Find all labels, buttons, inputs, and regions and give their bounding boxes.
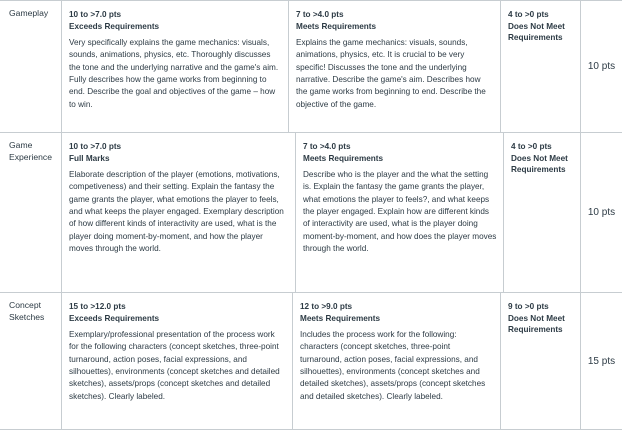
rating-points: 15 to >12.0 pts [69, 302, 126, 311]
rating-title: Does Not Meet Requirements [508, 22, 565, 43]
rating-cell [501, 1, 580, 132]
criterion-points: 10 pts [580, 1, 622, 132]
rating-title: Meets Requirements [303, 154, 384, 164]
rating-description: Explains the game mechanics: visuals, sounds, animations, physics, etc. It is crucial to be very specific! Discusses the tone and the underlying narrative. Describe the game's aim. Describes how the game works from beginning to end. Describe the objective of the game. [296, 37, 486, 109]
rating-cell [62, 133, 296, 292]
rating-points: 4 to >0 pts [511, 142, 552, 151]
rating-points: 7 to >4.0 pts [303, 142, 351, 151]
criterion-label: Game Experience [0, 133, 62, 292]
rating-points: 9 to >0 pts [508, 302, 549, 311]
rating-description: Includes the process work for the following: characters (concept sketches, three-point turnaround, action poses, facial expressions, and silhouettes), environments (concept sketches and detailed sketches), assets/props (concept sketches and detailed sketches). Clearly labeled. [300, 329, 486, 401]
rating-title: Exceeds Requirements [69, 22, 160, 32]
criterion-points: 10 pts [580, 133, 622, 292]
rubric-row-game-experience [0, 132, 622, 292]
rating-points: 4 to >0 pts [508, 10, 549, 19]
rating-cell [289, 1, 501, 132]
rating-title: Exceeds Requirements [69, 314, 160, 324]
rating-points: 10 to >7.0 pts [69, 142, 122, 151]
rating-description: Elaborate description of the player (emotions, motivations, competiveness) and their setting. Explain the fantasy the game grants the player, what emotions the player to feels, and what keeps the player engaged. Exemplary description of how different kinds of interactivity are used, what is the player doing moment-by-moment, and how the player moves through the world. [69, 169, 284, 254]
rating-cell [62, 293, 293, 429]
criterion-label: Gameplay [0, 1, 62, 132]
criterion-points: 15 pts [580, 293, 622, 429]
rating-points: 7 to >4.0 pts [296, 10, 344, 19]
rating-title: Full Marks [69, 154, 110, 164]
rating-cell [504, 133, 580, 292]
rubric-row-concept-sketches [0, 292, 622, 430]
rating-title: Does Not Meet Requirements [508, 314, 565, 335]
rating-points: 10 to >7.0 pts [69, 10, 122, 19]
rating-points: 12 to >9.0 pts [300, 302, 353, 311]
criterion-label: Concept Sketches [0, 293, 62, 429]
rating-cell [501, 293, 580, 429]
rating-cell [62, 1, 289, 132]
rating-description: Exemplary/professional presentation of the process work for the following characters (concept sketches, three-point turnaround, action poses, facial expressions, and silhouettes), environments (concept sketches and detailed sketches), assets/props (concept sketches and detailed sketches). Clearly labeled. [69, 329, 280, 401]
rating-title: Meets Requirements [300, 314, 381, 324]
rating-description: Describe who is the player and the what the setting is. Explain the fantasy the game grants the player, what emotions the player to feels?, and what keeps the player engaged. Explain how are different kinds of interactivity are used, what is the player doing moment-by-moment, and how does the player moves through the world. [303, 169, 497, 254]
rating-description: Very specifically explains the game mechanics: visuals, sounds, animations, physics, etc. Thoroughly discusses the tone and the underlying narrative and the game's aim. Fully describes how the game works from beginning to end. Describe the goal and objectives of the game – how to win. [69, 37, 279, 109]
rubric-row-gameplay [0, 0, 622, 132]
rating-title: Does Not Meet Requirements [511, 154, 568, 175]
rating-cell [296, 133, 504, 292]
rating-cell [293, 293, 501, 429]
rating-title: Meets Requirements [296, 22, 377, 32]
